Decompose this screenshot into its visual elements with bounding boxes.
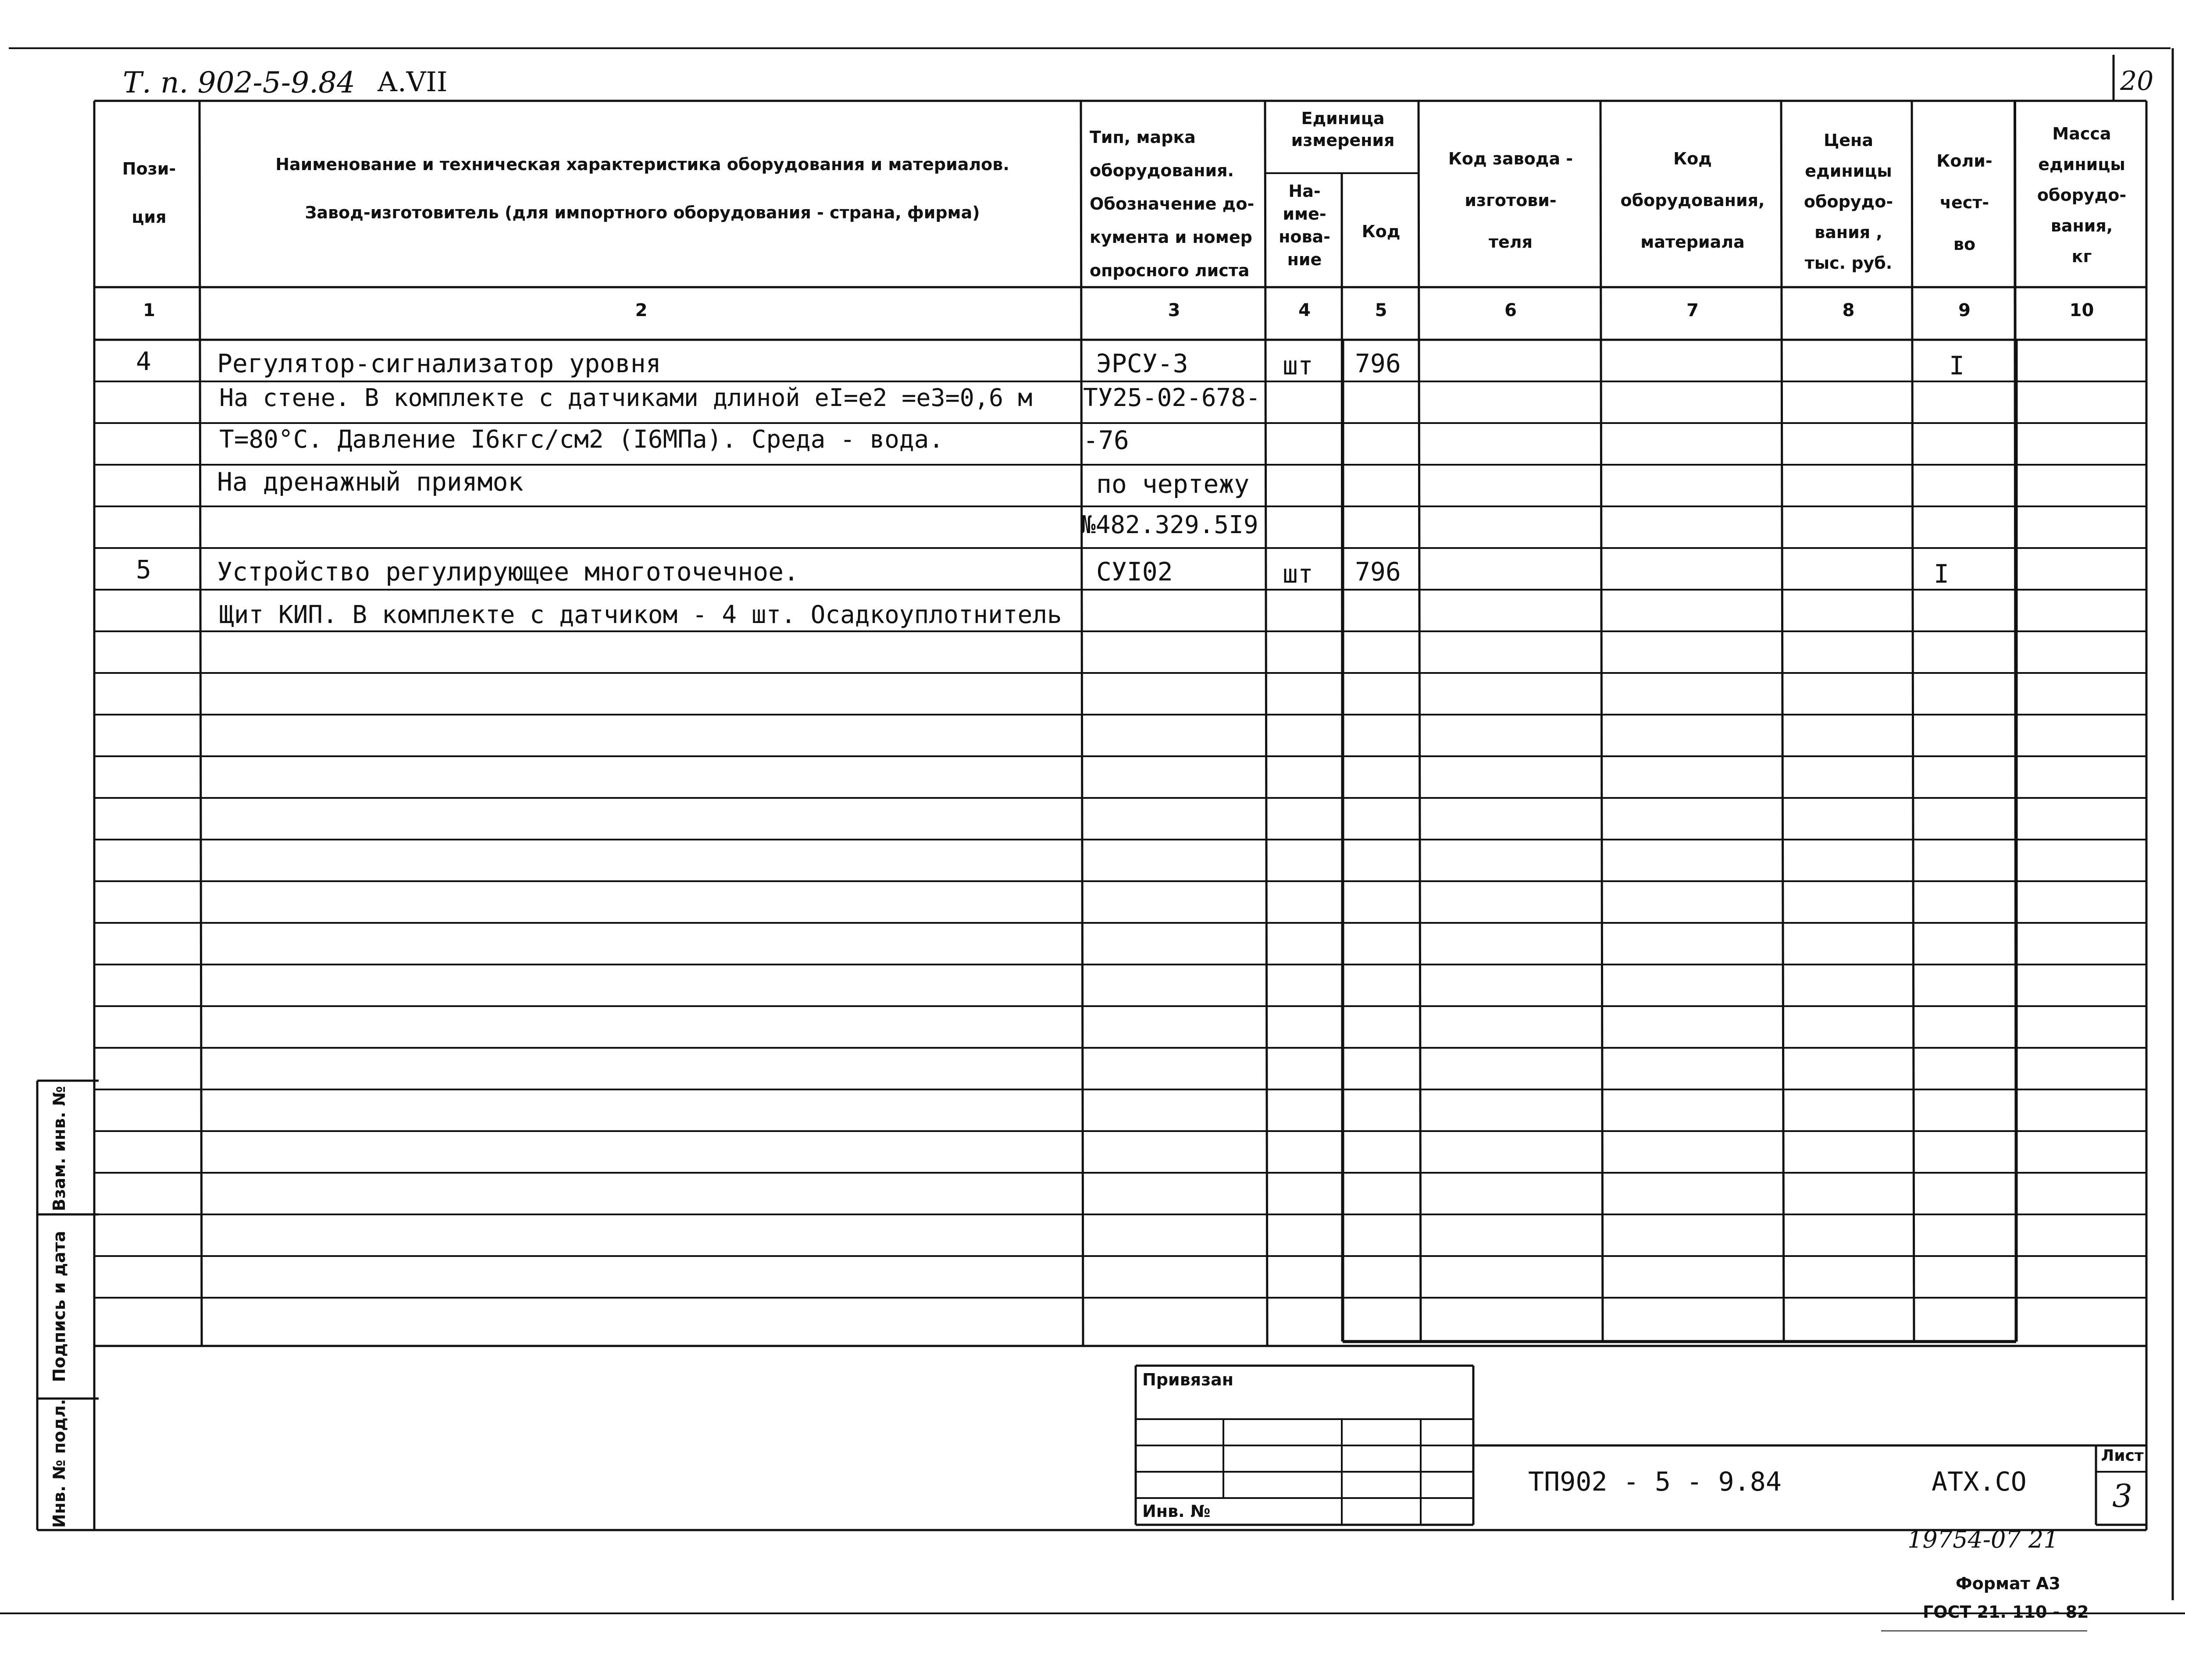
col-header-name: Наименование и техническая характеристика оборудования и материалов. Завод-изготовитель (для импортного оборудования - страна, фирма) [275,155,1009,222]
archive-number: 19754-07 21 [1907,1526,2059,1553]
row-type: -76 [1083,425,1129,455]
row-name: На дренажный приямок [217,467,524,497]
gost-label: ГОСТ 21. 110 - 82 [1923,1602,2089,1622]
col-header-mass: Масса единицы оборудо- вания, кг [2037,124,2127,266]
col-number: 4 [1298,300,1311,320]
sheet-label: Лист [2101,1447,2144,1465]
row-name: На стене. В комплекте с датчиками длиной eI=e2 =e3=0,6 м [219,384,1033,412]
privyazan-label: Привязан [1142,1370,1234,1389]
row-name: Щит КИП. В комплекте с датчиком - 4 шт. Осадкоуплотнитель [219,601,1062,629]
document-mark: АТХ.СО [1932,1466,2027,1497]
stamp-signature-date: Подпись и дата [50,1231,69,1382]
col-header-price: Цена единицы оборудо- вания , тыс. руб. [1804,131,1893,273]
sheet-top-number: 20 [2120,66,2154,96]
row-unit: шт [1283,559,1313,589]
col-header-quantity: Коли- чест- во [1936,151,1993,254]
col-header-type: Тип, марка оборудования. Обозначение до- кумента и номер опросного листа [1090,128,1255,280]
inv-no-label: Инв. № [1142,1502,1211,1521]
col-number: 10 [2069,300,2094,320]
row-unit: шт [1283,351,1313,381]
row-quantity: I [1949,351,1964,381]
row-position: 4 [136,346,151,376]
col-number: 8 [1842,300,1855,320]
project-code: Т. п. 902-5-9.84 [123,66,355,100]
row-type: СУI02 [1096,557,1173,587]
col-header-unit-code: Код [1362,222,1401,241]
col-header-position: Пози- ция [122,159,176,227]
col-header-unit-name: На- име- нова- ние [1279,182,1330,269]
row-name: Т=80°С. Давление I6кгс/см2 (I6МПа). Среда - вода. [219,425,944,454]
col-number: 9 [1958,300,1971,320]
row-name: Регулятор-сигнализатор уровня [217,349,661,378]
col-header-equipment-code: Код оборудования, материала [1620,149,1765,252]
document-code: ТП902 - 5 - 9.84 [1528,1466,1782,1497]
row-type: по чертежу [1096,469,1250,499]
col-number: 1 [143,300,155,320]
row-type: №482.329.5I9 [1081,511,1258,539]
col-number: 3 [1168,300,1180,320]
row-quantity: I [1934,559,1949,589]
col-number: 6 [1504,300,1517,320]
row-position: 5 [136,555,151,584]
album-label: А.VII [377,66,448,98]
col-header-plant-code: Код завода - изготови- теля [1448,149,1573,252]
row-unit-code: 796 [1355,557,1401,587]
col-header-unit: Единица измерения [1291,109,1395,150]
col-number: 2 [635,300,648,320]
sheet-number: 3 [2112,1477,2132,1514]
stamp-replaced-inv: Взам. инв. № [50,1086,69,1211]
format-label: Формат А3 [1956,1574,2060,1593]
col-number: 5 [1375,300,1387,320]
row-name: Устройство регулирующее многоточечное. [217,557,799,587]
row-type: ЭРСУ-3 [1096,349,1188,378]
row-type: ТУ25-02-678- [1083,384,1261,412]
stamp-original-inv: Инв. № подл. [50,1399,69,1528]
col-number: 7 [1686,300,1699,320]
row-unit-code: 796 [1355,349,1401,378]
